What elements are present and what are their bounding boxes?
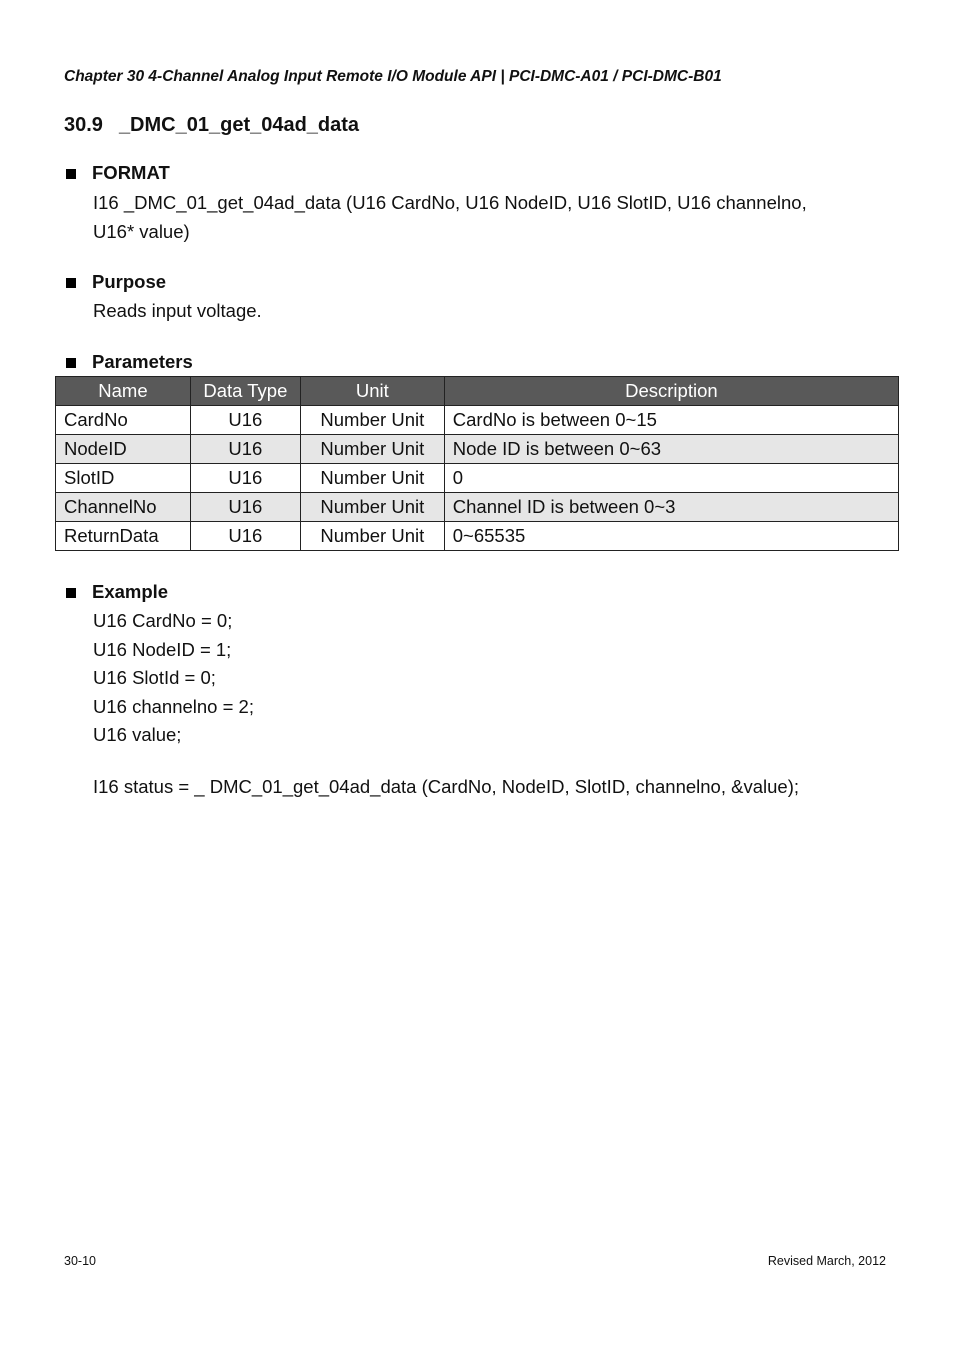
format-heading <box>66 162 170 184</box>
example-line: U16 CardNo = 0; <box>93 610 233 631</box>
bullet-square-icon <box>66 169 76 179</box>
example-line: U16 SlotId = 0; <box>93 667 216 688</box>
cell-name: ChannelNo <box>56 493 191 522</box>
example-heading <box>66 581 168 603</box>
section-title <box>64 114 359 137</box>
section-function-name: _DMC_01_get_04ad_data <box>118 114 360 136</box>
cell-data-type: U16 <box>190 435 300 464</box>
table-row <box>56 493 899 522</box>
cell-description: Channel ID is between 0~3 <box>444 493 898 522</box>
cell-description: CardNo is between 0~15 <box>444 406 898 435</box>
cell-name: ReturnData <box>56 522 191 551</box>
chapter-header: Chapter 30 4-Channel Analog Input Remote I/O Module API | PCI-DMC-A01 / PCI-DMC-B01 <box>64 68 722 85</box>
table-row <box>56 435 899 464</box>
cell-name: SlotID <box>56 464 191 493</box>
parameters-table <box>55 376 899 551</box>
page-number: 30-10 <box>64 1254 96 1268</box>
purpose-text: Reads input voltage. <box>93 300 262 321</box>
table-row <box>56 406 899 435</box>
purpose-heading-label: Purpose <box>92 271 167 292</box>
purpose-heading <box>66 271 166 293</box>
format-text <box>93 189 807 246</box>
cell-data-type: U16 <box>190 522 300 551</box>
parameters-heading <box>66 351 193 373</box>
example-heading-label: Example <box>92 581 169 602</box>
format-line-2: U16* value) <box>93 220 190 242</box>
bullet-square-icon <box>66 588 76 598</box>
bullet-square-icon <box>66 358 76 368</box>
column-header-data-type: Data Type <box>190 377 300 406</box>
bullet-square-icon <box>66 278 76 288</box>
table-row <box>56 464 899 493</box>
column-header-description: Description <box>444 377 898 406</box>
example-line: U16 NodeID = 1; <box>93 638 232 660</box>
table-row <box>56 522 899 551</box>
cell-description: 0 <box>444 464 898 493</box>
format-heading-label: FORMAT <box>92 162 170 183</box>
cell-name: NodeID <box>56 435 191 464</box>
cell-data-type: U16 <box>190 464 300 493</box>
section-number: 30.9 <box>64 114 103 136</box>
cell-data-type: U16 <box>190 406 300 435</box>
example-code <box>93 607 254 750</box>
cell-unit: Number Unit <box>300 406 444 435</box>
example-call-line: I16 status = _ DMC_01_get_04ad_data (CardNo, NodeID, SlotID, channelno, &value); <box>93 776 799 797</box>
example-line: U16 channelno = 2; <box>93 695 254 717</box>
parameters-heading-label: Parameters <box>92 351 193 372</box>
example-line: U16 value; <box>93 724 182 745</box>
column-header-name: Name <box>56 377 191 406</box>
cell-unit: Number Unit <box>300 522 444 551</box>
revision-date: Revised March, 2012 <box>767 1254 886 1268</box>
cell-description: 0~65535 <box>444 522 898 551</box>
cell-unit: Number Unit <box>300 435 444 464</box>
cell-data-type: U16 <box>190 493 300 522</box>
cell-unit: Number Unit <box>300 464 444 493</box>
cell-description: Node ID is between 0~63 <box>444 435 898 464</box>
table-header-row <box>56 377 899 406</box>
format-line-1: I16 _DMC_01_get_04ad_data (U16 CardNo, U16 NodeID, U16 SlotID, U16 channelno, <box>93 192 807 213</box>
column-header-unit: Unit <box>300 377 444 406</box>
cell-name: CardNo <box>56 406 191 435</box>
cell-unit: Number Unit <box>300 493 444 522</box>
